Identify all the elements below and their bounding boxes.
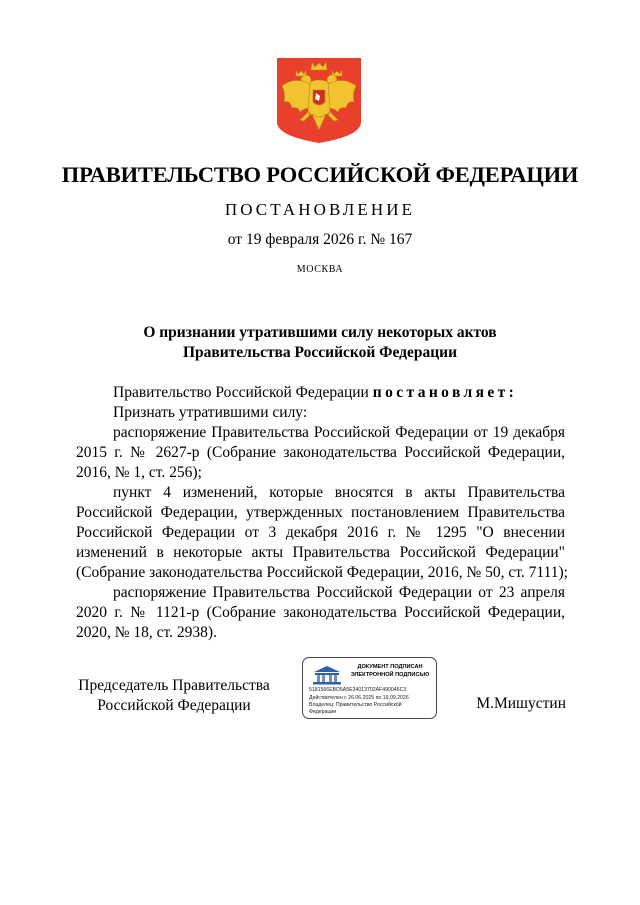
document-title bbox=[0, 323, 640, 363]
item-1-line: распоряжение Правительства Российской Федерации от 19 декабря bbox=[113, 424, 565, 441]
signatory-name: М.Мишустин bbox=[476, 695, 566, 712]
document-type: ПОСТАНОВЛЕНИЕ bbox=[224, 200, 416, 219]
preamble bbox=[76, 383, 565, 403]
position-line: Российской Федерации bbox=[97, 697, 251, 714]
item-3-line: распоряжение Правительства Российской Федерации от 23 апреля bbox=[113, 584, 565, 601]
certificate-number: 5181566EBD5A5E34013702AF490046C3 bbox=[309, 687, 407, 693]
resolve-line: Признать утратившими силу: bbox=[113, 404, 308, 421]
certificate-owner: Владелец: Правительство Российской bbox=[309, 702, 402, 708]
item-3-line: 2020 г. № 1121-р (Собрание законодательства Российской Федерации, bbox=[76, 604, 565, 621]
stamp-heading bbox=[344, 663, 436, 679]
organization-name: ПРАВИТЕЛЬСТВО РОССИЙСКОЙ ФЕДЕРАЦИИ bbox=[61, 162, 579, 187]
item-2-line: Российской Федерации от 3 декабря 2016 г. № 1295 "О внесении bbox=[76, 524, 565, 541]
title-line: О признании утратившими силу некоторых актов bbox=[143, 324, 497, 341]
item-1-line: 2015 г. № 2627-р (Собрание законодательства Российской Федерации, bbox=[76, 444, 565, 461]
certificate-validity: Действителен с 26.06.2025 по 19.09.2026 bbox=[309, 695, 409, 701]
certificate-owner: Федерации bbox=[309, 709, 337, 715]
stamp-heading-line: ДОКУМЕНТ ПОДПИСАН bbox=[357, 664, 423, 670]
electronic-signature-stamp bbox=[302, 657, 437, 719]
item-1-line: 2016, № 1, ст. 256); bbox=[76, 464, 202, 481]
position-line: Председатель Правительства bbox=[78, 677, 270, 694]
signatory-position bbox=[76, 676, 272, 716]
city: МОСКВА bbox=[296, 264, 344, 275]
title-line: Правительства Российской Федерации bbox=[182, 344, 458, 361]
government-building-icon bbox=[310, 664, 344, 686]
item-2-line: изменений в некоторые акты Правительства Российской Федерации" bbox=[76, 544, 565, 561]
preamble-resolves: постановляет: bbox=[372, 384, 518, 401]
item-2-line: (Собрание законодательства Российской Федерации, 2016, № 50, ст. 7111); bbox=[76, 564, 568, 581]
item-2-line: Российской Федерации, утвержденных постановлением Правительства bbox=[76, 504, 565, 521]
stamp-heading-line: ЭЛЕКТРОННОЙ ПОДПИСЬЮ bbox=[350, 672, 430, 678]
preamble-text: Правительство Российской Федерации bbox=[113, 384, 373, 401]
document-date-number: от 19 февраля 2026 г. № 167 bbox=[227, 231, 413, 248]
item-3-line: 2020, № 18, ст. 2938). bbox=[76, 624, 217, 641]
coat-of-arms-icon bbox=[274, 56, 364, 144]
item-2-line: пункт 4 изменений, которые вносятся в акты Правительства bbox=[113, 484, 565, 501]
document-body bbox=[76, 383, 568, 643]
